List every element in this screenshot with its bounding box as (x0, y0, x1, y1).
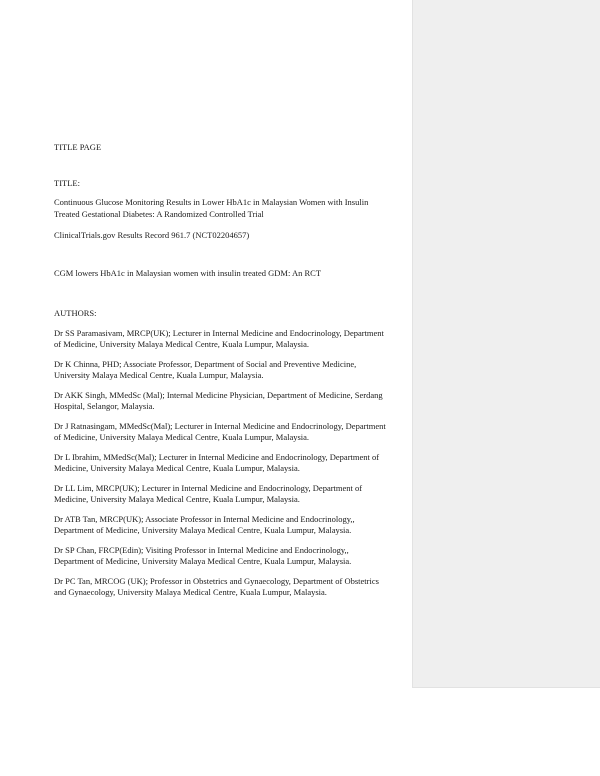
page-heading: TITLE PAGE (54, 142, 102, 152)
author-entry-line-1: Dr AKK Singh, MMedSc (Mal); Internal Medicine Physician, Department of Medicine, Serdang (54, 389, 383, 400)
author-entry (54, 452, 408, 475)
author-entry (54, 545, 408, 568)
author-entry (54, 328, 408, 351)
author-entry-line-1: Dr SS Paramasivam, MRCP(UK); Lecturer in Internal Medicine and Endocrinology, Department (54, 327, 384, 338)
author-entry (54, 483, 408, 506)
paper-title-line-2: Treated Gestational Diabetes: A Randomized Controlled Trial (54, 208, 264, 219)
author-entry-line-2: and Gynaecology, University Malaya Medical Centre, Kuala Lumpur, Malaysia. (54, 587, 327, 597)
author-entry (54, 359, 408, 382)
title-label: TITLE: (54, 177, 80, 188)
author-entry (54, 390, 408, 413)
author-entry-line-2: University Malaya Medical Centre, Kuala Lumpur, Malaysia. (54, 370, 264, 380)
author-entry-line-2: Department of Medicine, University Malaya Medical Centre, Kuala Lumpur, Malaysia. (54, 556, 352, 566)
author-entry-line-2: Hospital, Selangor, Malaysia. (54, 401, 155, 411)
author-entry-line-1: Dr L Ibrahim, MMedSc(Mal); Lecturer in Internal Medicine and Endocrinology, Department of (54, 451, 380, 462)
author-entry-line-2: Medicine, University Malaya Medical Centre, Kuala Lumpur, Malaysia. (54, 494, 300, 504)
paper-title-line-1: Continuous Glucose Monitoring Results in Lower HbA1c in Malaysian Women with Insulin (54, 197, 369, 207)
paper-title (54, 197, 408, 220)
authors-label: AUTHORS: (54, 308, 97, 318)
author-entry-line-2: of Medicine, University Malaya Medical Centre, Kuala Lumpur, Malaysia. (54, 339, 310, 349)
author-entry-line-1: Dr K Chinna, PHD; Associate Professor, Department of Social and Preventive Medicine, (54, 358, 357, 369)
author-entry-line-2: Department of Medicine, University Malaya Medical Centre, Kuala Lumpur, Malaysia. (54, 525, 352, 535)
author-entry-line-1: Dr SP Chan, FRCP(Edin); Visiting Professor in Internal Medicine and Endocrinology,, (54, 544, 349, 555)
author-entry-line-1: Dr ATB Tan, MRCP(UK); Associate Professor in Internal Medicine and Endocrinology,, (54, 513, 355, 524)
author-entry (54, 421, 408, 444)
author-entry-line-2: Medicine, University Malaya Medical Centre, Kuala Lumpur, Malaysia. (54, 463, 300, 473)
document-content (54, 142, 408, 599)
authors-list (54, 328, 408, 599)
author-entry (54, 514, 408, 537)
author-entry (54, 576, 408, 599)
comment-pane (412, 0, 600, 688)
registry-record: ClinicalTrials.gov Results Record 961.7 (NCT02204657) (54, 230, 250, 240)
author-entry-line-2: of Medicine, University Malaya Medical Centre, Kuala Lumpur, Malaysia. (54, 432, 310, 442)
author-entry-line-1: Dr LL Lim, MRCP(UK); Lecturer in Internal Medicine and Endocrinology, Department of (54, 482, 363, 493)
author-entry-line-1: Dr PC Tan, MRCOG (UK); Professor in Obstetrics and Gynaecology, Department of Obstetrics (54, 575, 379, 586)
short-title: CGM lowers HbA1c in Malaysian women with insulin treated GDM: An RCT (54, 267, 322, 278)
author-entry-line-1: Dr J Ratnasingam, MMedSc(Mal); Lecturer in Internal Medicine and Endocrinology, Department (54, 420, 386, 431)
